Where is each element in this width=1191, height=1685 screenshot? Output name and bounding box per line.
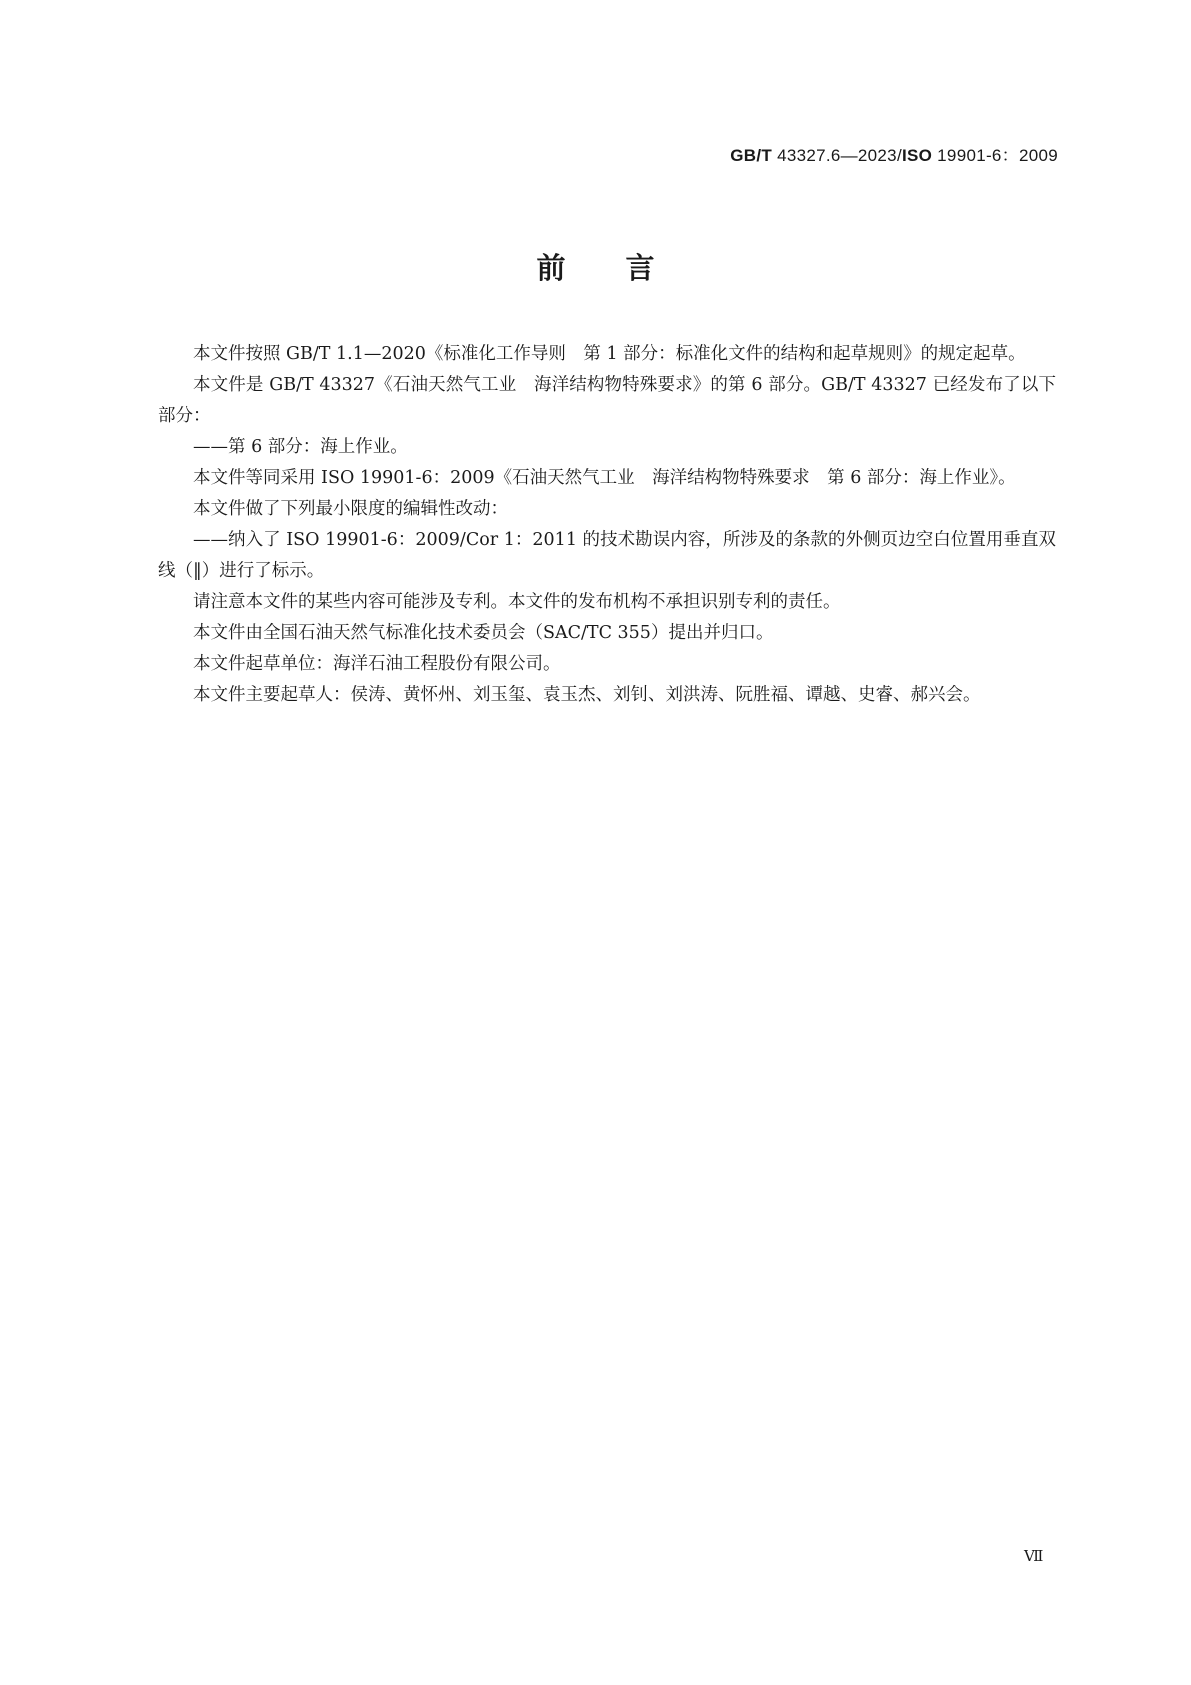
paragraph-corrigendum: ——纳入了 ISO 19901-6：2009/Cor 1：2011 的技术勘误内容，所涉及的条款的外侧页边空白位置用垂直双线（‖）进行了标示。: [158, 530, 1056, 581]
paragraph-patent-notice: 请注意本文件的某些内容可能涉及专利。本文件的发布机构不承担识别专利的责任。: [193, 592, 841, 612]
paragraph-series-part: 本文件是 GB/T 43327《石油天然气工业 海洋结构物特殊要求》的第 6 部分。GB/T 43327 已经发布了以下部分：: [158, 375, 1056, 426]
standard-code-header: [730, 141, 1058, 166]
paragraph-identical-adoption: 本文件等同采用 ISO 19901-6：2009《石油天然气工业 海洋结构物特殊要求 第 6 部分：海上作业》。: [193, 468, 1016, 488]
paragraph-published-part: ——第 6 部分：海上作业。: [193, 437, 408, 457]
page-title: 前言: [536, 251, 715, 285]
iso-prefix: ISO: [901, 146, 933, 165]
paragraph-drafters: 本文件主要起草人：侯涛、黄怀州、刘玉玺、袁玉杰、刘钊、刘洪涛、阮胜福、谭越、史睿、郝兴会。: [193, 685, 981, 705]
paragraph-drafting-rules: 本文件按照 GB/T 1.1—2020《标准化工作导则 第 1 部分：标准化文件的结构和起草规则》的规定起草。: [193, 344, 1026, 364]
iso-number: 19901-6：2009: [932, 146, 1058, 165]
standard-code-prefix: GB/T: [730, 146, 773, 165]
paragraph-editorial-changes: 本文件做了下列最小限度的编辑性改动：: [193, 499, 508, 519]
page-number: Ⅶ: [1024, 1547, 1044, 1565]
foreword-body: [158, 339, 1056, 711]
paragraph-drafting-unit: 本文件起草单位：海洋石油工程股份有限公司。: [193, 654, 561, 674]
standard-code-number: 43327.6—2023/: [772, 146, 902, 165]
paragraph-proposer: 本文件由全国石油天然气标准化技术委员会（SAC/TC 355）提出并归口。: [193, 623, 774, 643]
